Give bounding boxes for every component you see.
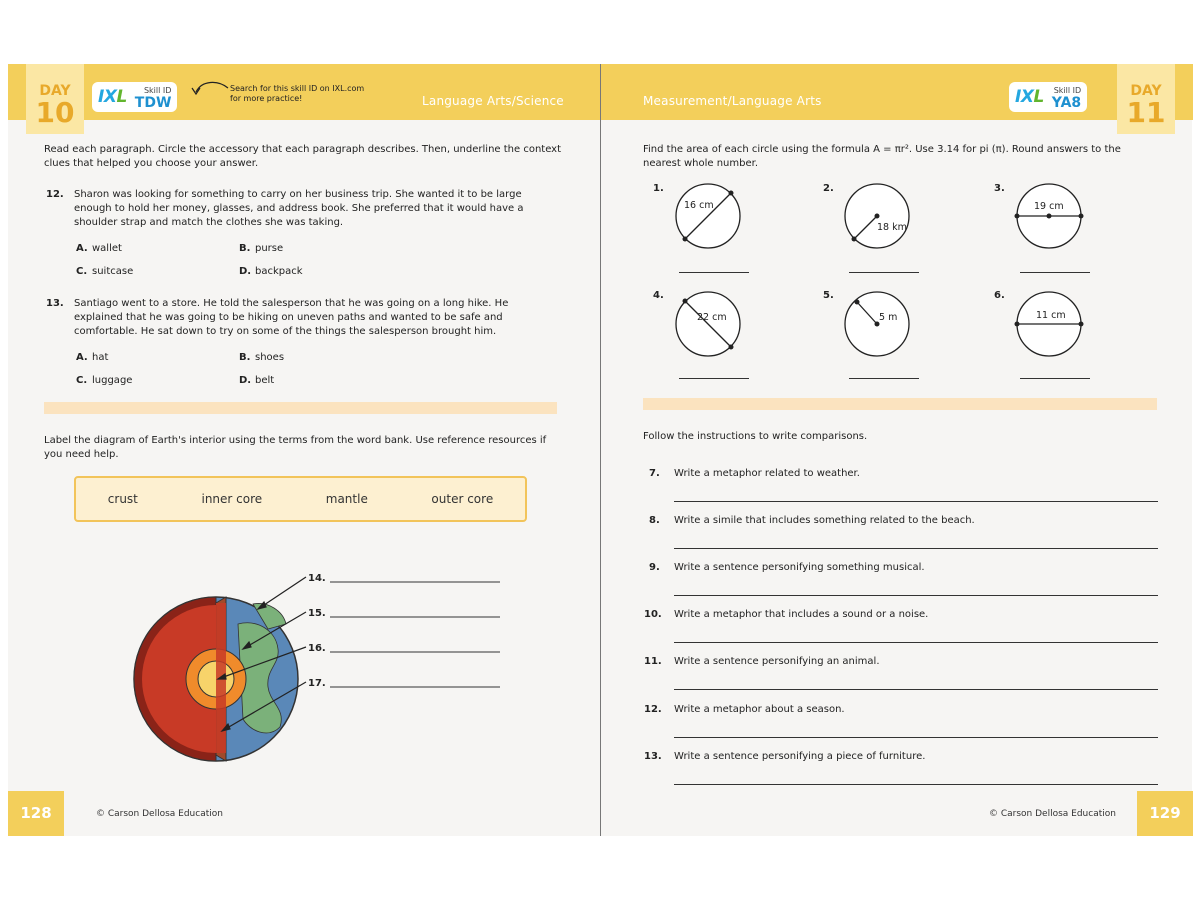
prompt-number: 12. — [644, 704, 662, 715]
answer-line[interactable] — [674, 548, 1158, 549]
diagram-label-number: 15. — [308, 608, 326, 619]
circle-diagram — [671, 180, 751, 252]
right-subject-title: Measurement/Language Arts — [643, 94, 822, 108]
skill-id-code: TDW — [134, 95, 172, 111]
day-word: DAY — [39, 83, 71, 99]
prompt-number: 7. — [649, 468, 660, 479]
answer-line[interactable] — [674, 595, 1158, 596]
skill-id-label: Skill ID — [143, 86, 172, 95]
day-number: 11 — [1126, 96, 1166, 129]
answer-option[interactable]: C. suitcase — [76, 266, 134, 277]
curved-arrow-icon — [188, 78, 232, 104]
section2-instructions: Label the diagram of Earth's interior using the terms from the word bank. Use reference resources if you need help. — [44, 435, 547, 460]
section1-instructions: Find the area of each circle using the formula A = πr². Use 3.14 for pi (π). Round answers to the nearest whole number. — [643, 144, 1121, 169]
workbook-spread — [8, 64, 1192, 836]
circle-diagram — [1013, 288, 1093, 360]
answer-line[interactable] — [849, 378, 919, 379]
right-page — [601, 64, 1193, 836]
diagram-label-number: 14. — [308, 573, 326, 584]
prompt-text: Write a metaphor about a season. — [674, 704, 845, 715]
day-badge-left — [26, 64, 84, 134]
answer-line[interactable] — [1020, 272, 1090, 273]
answer-line[interactable] — [679, 272, 749, 273]
ixl-skill-badge-right[interactable] — [1009, 82, 1087, 112]
ixl-practice-note: Search for this skill ID on IXL.com for more practice! — [230, 84, 365, 103]
svg-text:16 cm: 16 cm — [684, 200, 714, 211]
page-number-left: 128 — [8, 791, 64, 836]
answer-line[interactable] — [674, 737, 1158, 738]
answer-option[interactable]: B. shoes — [239, 352, 285, 363]
circle-diagram — [843, 288, 923, 360]
skill-id-code: YA8 — [1051, 95, 1082, 111]
answer-line[interactable] — [849, 272, 919, 273]
answer-option[interactable]: A. hat — [76, 352, 109, 363]
left-subject-title: Language Arts/Science — [422, 94, 564, 108]
answer-line[interactable] — [1020, 378, 1090, 379]
svg-text:11 cm: 11 cm — [1036, 310, 1066, 321]
earth-interior-diagram — [118, 569, 528, 779]
prompt-number: 10. — [644, 609, 662, 620]
diagram-label-number: 16. — [308, 643, 326, 654]
ixl-logo: IXL — [98, 87, 127, 107]
svg-text:22 cm: 22 cm — [697, 312, 727, 323]
answer-line[interactable] — [674, 642, 1158, 643]
prompt-number: 9. — [649, 562, 660, 573]
answer-option[interactable]: D. belt — [239, 375, 275, 386]
circle-problem-number: 3. — [994, 183, 1005, 194]
prompt-text: Write a metaphor that includes a sound or a noise. — [674, 609, 929, 620]
circle-problem-number: 2. — [823, 183, 834, 194]
prompt-text: Write a simile that includes something related to the beach. — [674, 515, 975, 526]
answer-option[interactable]: D. backpack — [239, 266, 303, 277]
answer-option[interactable]: B. purse — [239, 243, 284, 254]
answer-option[interactable]: C. luggage — [76, 375, 133, 386]
circle-diagram — [843, 180, 923, 252]
copyright-left: © Carson Dellosa Education — [96, 809, 223, 819]
prompt-text: Write a metaphor related to weather. — [674, 468, 860, 479]
question-text: Sharon was looking for something to carry on her business trip. She wanted it to be large enough to hold her money, glasses, and address book. She preferred that it would have a shoulder strap and match the clothes she was taking. — [74, 189, 524, 228]
circle-problem-number: 5. — [823, 290, 834, 301]
question-number: 13. — [46, 298, 64, 309]
section1-instructions: Read each paragraph. Circle the accessory that each paragraph describes. Then, underline the context clues that helped you choose your answer. — [44, 144, 562, 169]
answer-line[interactable] — [674, 501, 1158, 502]
prompt-text: Write a sentence personifying a piece of furniture. — [674, 751, 926, 762]
ixl-skill-badge-left[interactable] — [92, 82, 177, 112]
svg-text:19 cm: 19 cm — [1034, 201, 1064, 212]
left-page — [8, 64, 600, 836]
question-text: Santiago went to a store. He told the salesperson that he was going on a long hike. He explained that he was going to be hiking on uneven paths and wanted to be safe and comfortable. He sat down to try on some of the things the salesperson brought him. — [74, 298, 509, 337]
svg-text:18 km: 18 km — [877, 222, 907, 233]
circle-diagram — [1013, 180, 1093, 252]
answer-line[interactable] — [679, 378, 749, 379]
section-divider — [643, 398, 1157, 410]
prompt-number: 11. — [644, 656, 662, 667]
answer-option[interactable]: A. wallet — [76, 243, 122, 254]
copyright-right: © Carson Dellosa Education — [989, 809, 1116, 819]
prompt-text: Write a sentence personifying an animal. — [674, 656, 880, 667]
answer-line[interactable] — [674, 784, 1158, 785]
section2-instructions: Follow the instructions to write comparisons. — [643, 431, 868, 442]
section-divider — [44, 402, 557, 414]
day-number: 10 — [35, 96, 75, 129]
word-bank-term: mantle — [325, 492, 368, 506]
circle-problem-number: 1. — [653, 183, 664, 194]
prompt-number: 13. — [644, 751, 662, 762]
page-number-right: 129 — [1137, 791, 1193, 836]
day-word: DAY — [1130, 83, 1162, 99]
circle-problem-number: 4. — [653, 290, 664, 301]
svg-text:5 m: 5 m — [879, 312, 898, 323]
ixl-logo: IXL — [1015, 87, 1044, 107]
word-bank-term: inner core — [201, 492, 263, 506]
circle-diagram — [671, 288, 751, 360]
word-bank-term: crust — [107, 492, 138, 506]
skill-id-label: Skill ID — [1053, 86, 1082, 95]
prompt-text: Write a sentence personifying something musical. — [674, 562, 925, 573]
word-bank-term: outer core — [431, 492, 494, 506]
answer-line[interactable] — [674, 689, 1158, 690]
prompt-number: 8. — [649, 515, 660, 526]
word-bank — [74, 476, 527, 522]
circle-problem-number: 6. — [994, 290, 1005, 301]
question-number: 12. — [46, 189, 64, 200]
day-badge-right — [1117, 64, 1175, 134]
right-header-bar — [601, 64, 1193, 120]
diagram-label-number: 17. — [308, 678, 326, 689]
